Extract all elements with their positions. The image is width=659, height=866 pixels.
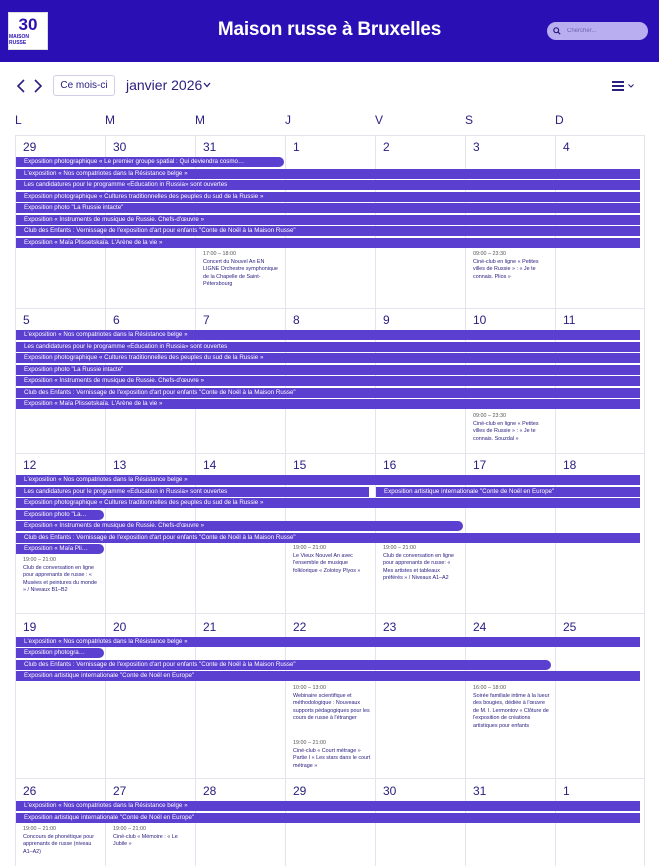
day-number[interactable]: 26 (23, 784, 37, 798)
day-number[interactable]: 22 (293, 620, 307, 634)
day-number[interactable]: 15 (293, 458, 307, 472)
day-number[interactable]: 20 (113, 620, 127, 634)
event-bar[interactable]: Exposition « Maïa Pli… (16, 544, 104, 554)
event-item[interactable] (383, 545, 461, 583)
logo-caption: MAISON RUSSE (9, 33, 29, 46)
weekday-header: M (195, 113, 205, 127)
day-number[interactable]: 27 (113, 784, 127, 798)
event-item[interactable] (23, 557, 101, 595)
event-bar[interactable]: Exposition artistique internationale "Conte de Noël en Europe" (16, 671, 640, 681)
event-bar[interactable]: Club des Enfants : Vernissage de l'exposition d'art pour enfants "Conte de Noël à la Maison Russe" (16, 226, 640, 236)
event-title[interactable]: Club de conversation en ligne pour apprenants de russe: « Mes artistes et tableaux préférés » / Niveaux A1–A2 (383, 552, 455, 581)
event-time: 19:00 – 21:00 (23, 557, 56, 563)
day-number[interactable]: 1 (563, 784, 570, 798)
event-time: 17:00 – 18:00 (203, 251, 236, 257)
event-title[interactable]: Webinaire scientifique et méthodologique : Nouveaux supports pédagogiques pour les cours de russe à l'étranger (293, 692, 370, 721)
this-month-button[interactable]: Ce mois-ci (53, 75, 115, 96)
event-item[interactable] (293, 740, 371, 770)
list-view-icon (612, 81, 624, 91)
week-row (15, 613, 645, 614)
day-number[interactable]: 31 (473, 784, 487, 798)
week-row (15, 308, 645, 309)
day-number[interactable]: 1 (293, 140, 300, 154)
event-bar[interactable]: Club des Enfants : Vernissage de l'exposition d'art pour enfants "Conte de Noël à la Maison Russe" (16, 533, 640, 543)
day-number[interactable]: 2 (383, 140, 390, 154)
day-number[interactable]: 7 (203, 313, 210, 327)
weekday-header: M (105, 113, 115, 127)
event-time: 09:00 – 23:30 (473, 413, 506, 419)
event-title[interactable]: Club de conversation en ligne pour apprenants de russe : « Musées et peintures du monde » / Niveaux B1–B2 (23, 564, 98, 593)
event-bar[interactable]: L'exposition « Nos compatriotes dans la Résistance belge » (16, 330, 640, 340)
event-title[interactable]: Le Vieux Nouvel An avec l'ensemble de musique folklorique « Zolotoy Plyos » (293, 552, 361, 574)
event-bar[interactable]: Exposition photo "La… (16, 510, 104, 520)
logo-number: 30 (18, 14, 38, 34)
day-number[interactable]: 8 (293, 313, 300, 327)
chevron-left-icon[interactable] (14, 78, 28, 94)
event-bar[interactable]: Exposition « Maïa Plissetskaïa. L'Arène de la vie » (16, 399, 640, 409)
day-number[interactable]: 12 (23, 458, 37, 472)
week-row (15, 778, 645, 779)
grid-line (644, 135, 645, 866)
chevron-right-icon[interactable] (31, 78, 45, 94)
event-bar[interactable]: Les candidatures pour le programme «Education in Russia» sont ouvertes (16, 180, 640, 190)
day-number[interactable]: 9 (383, 313, 390, 327)
view-switcher[interactable] (612, 79, 638, 93)
event-time: 19:00 – 21:00 (113, 826, 146, 832)
weekday-header: D (555, 113, 564, 127)
event-time: 19:00 – 21:00 (293, 740, 326, 746)
site-header (0, 0, 659, 62)
event-time: 19:00 – 21:00 (293, 545, 326, 551)
day-number[interactable]: 25 (563, 620, 577, 634)
event-title[interactable]: Soirée familiale intime à la lueur des bougies, dédiée à l'œuvre de M. I. Lermontov « Clôture de l'exposition de créations artistiques pour enfants (473, 692, 550, 729)
day-number[interactable]: 30 (113, 140, 127, 154)
day-number[interactable]: 30 (383, 784, 397, 798)
event-bar[interactable]: Exposition « Instruments de musique de Russie. Chefs-d'œuvre » (16, 215, 640, 225)
event-title[interactable]: Concours de phonétique pour apprenants de russe (niveau A1–A2) (23, 833, 95, 855)
chevron-down-icon (628, 84, 634, 88)
event-bar[interactable]: Exposition photographique « Cultures traditionnelles des peuples du sud de la Russie » (16, 353, 640, 363)
event-title[interactable]: Ciné-club en ligne « Petites villes de Russie » : « Je te connais. Souzdal » (473, 420, 539, 442)
event-time: 19:00 – 21:00 (23, 826, 56, 832)
day-number[interactable]: 3 (473, 140, 480, 154)
event-item[interactable] (473, 685, 551, 730)
calendar-toolbar (0, 62, 659, 110)
event-bar[interactable]: Exposition artistique internationale "Conte de Noël en Europe" (16, 813, 640, 823)
search-box[interactable] (547, 22, 648, 40)
weekday-header: J (285, 113, 291, 127)
day-number[interactable]: 14 (203, 458, 217, 472)
day-number[interactable]: 16 (383, 458, 397, 472)
event-bar[interactable]: Exposition « Maïa Plissetskaïa. L'Arène de la vie » (16, 238, 640, 248)
event-bar[interactable]: Exposition photographique « Cultures traditionnelles des peuples du sud de la Russie » (16, 192, 640, 202)
day-number[interactable]: 4 (563, 140, 570, 154)
weekday-header: L (15, 113, 22, 127)
event-bar[interactable]: Exposition photogra… (16, 648, 104, 658)
event-item[interactable] (113, 826, 191, 849)
day-number[interactable]: 5 (23, 313, 30, 327)
month-selector[interactable]: janvier 2026 (126, 77, 203, 93)
event-title[interactable]: Ciné-club en ligne « Petites villes de Russie » : « Je te connais. Plios » (473, 258, 539, 280)
event-bar[interactable]: Les candidatures pour le programme «Education in Russia» sont ouvertes (16, 342, 640, 352)
event-title[interactable]: Ciné-club « Mémoire : « Le Jubile » (113, 833, 178, 847)
week-row (15, 453, 645, 454)
day-number[interactable]: 11 (563, 313, 576, 327)
chevron-down-icon[interactable] (203, 82, 211, 88)
event-bar[interactable]: L'exposition « Nos compatriotes dans la Résistance belge » (16, 637, 640, 647)
event-item[interactable] (23, 826, 101, 856)
event-bar[interactable]: Exposition « Instruments de musique de Russie. Chefs-d'œuvre » (16, 376, 640, 386)
event-item[interactable] (203, 251, 281, 289)
event-item[interactable] (473, 251, 549, 281)
event-bar[interactable]: Club des Enfants : Vernissage de l'exposition d'art pour enfants "Conte de Noël à la Maison Russe" (16, 388, 640, 398)
event-time: 19:00 – 21:00 (383, 545, 416, 551)
site-title: Maison russe à Bruxelles (217, 19, 442, 40)
event-title[interactable]: Ciné-club « Court métrage » Partie I « Les stars dans le court métrage » (293, 747, 371, 769)
event-bar[interactable]: Club des Enfants : Vernissage de l'exposition d'art pour enfants "Conte de Noël à la Maison Russe" (16, 660, 551, 670)
day-number[interactable]: 21 (203, 620, 217, 634)
event-bar[interactable]: Exposition « Instruments de musique de Russie. Chefs-d'œuvre » (16, 521, 463, 531)
event-title[interactable]: Concert du Nouvel An EN LIGNE Orchestre symphonique de la Chapelle de Saint-Pétersbourg (203, 258, 278, 287)
event-bar[interactable]: Exposition artistique internationale "Conte de Noël en Europe" (376, 487, 640, 497)
day-number[interactable]: 31 (203, 140, 217, 154)
event-bar[interactable]: Exposition photo "La Russie intacte" (16, 203, 640, 213)
event-bar[interactable]: L'exposition « Nos compatriotes dans la Résistance belge » (16, 169, 640, 179)
event-time: 10:00 – 13:00 (293, 685, 326, 691)
day-number[interactable]: 28 (203, 784, 217, 798)
day-number[interactable]: 10 (473, 313, 487, 327)
day-number[interactable]: 19 (23, 620, 37, 634)
event-bar[interactable]: L'exposition « Nos compatriotes dans la Résistance belge » (16, 475, 640, 485)
day-number[interactable]: 17 (473, 458, 487, 472)
search-input[interactable] (565, 27, 645, 35)
day-number[interactable]: 6 (113, 313, 120, 327)
event-item[interactable] (293, 545, 369, 575)
weekday-header: S (465, 113, 474, 127)
event-bar[interactable]: Exposition photographique « Le premier groupe spatial : Qui deviendra cosmo… (16, 157, 284, 167)
day-number[interactable]: 29 (23, 140, 37, 154)
day-number[interactable]: 24 (473, 620, 487, 634)
event-item[interactable] (293, 685, 371, 723)
search-icon (553, 27, 561, 35)
week-row (15, 135, 645, 136)
event-time: 09:00 – 23:30 (473, 251, 506, 257)
day-number[interactable]: 23 (383, 620, 397, 634)
event-bar[interactable]: Exposition photographique « Cultures traditionnelles des peuples du sud de la Russie » (16, 498, 640, 508)
event-item[interactable] (473, 413, 549, 443)
event-time: 16:00 – 18:00 (473, 685, 506, 691)
day-number[interactable]: 13 (113, 458, 127, 472)
day-number[interactable]: 18 (563, 458, 577, 472)
day-number[interactable]: 29 (293, 784, 307, 798)
weekday-header: V (375, 113, 384, 127)
event-bar[interactable]: Exposition photo "La Russie intacte" (16, 365, 640, 375)
event-bar[interactable]: Les candidatures pour le programme «Education in Russia» sont ouvertes (16, 487, 369, 497)
event-bar[interactable]: L'exposition « Nos compatriotes dans la Résistance belge » (16, 801, 640, 811)
